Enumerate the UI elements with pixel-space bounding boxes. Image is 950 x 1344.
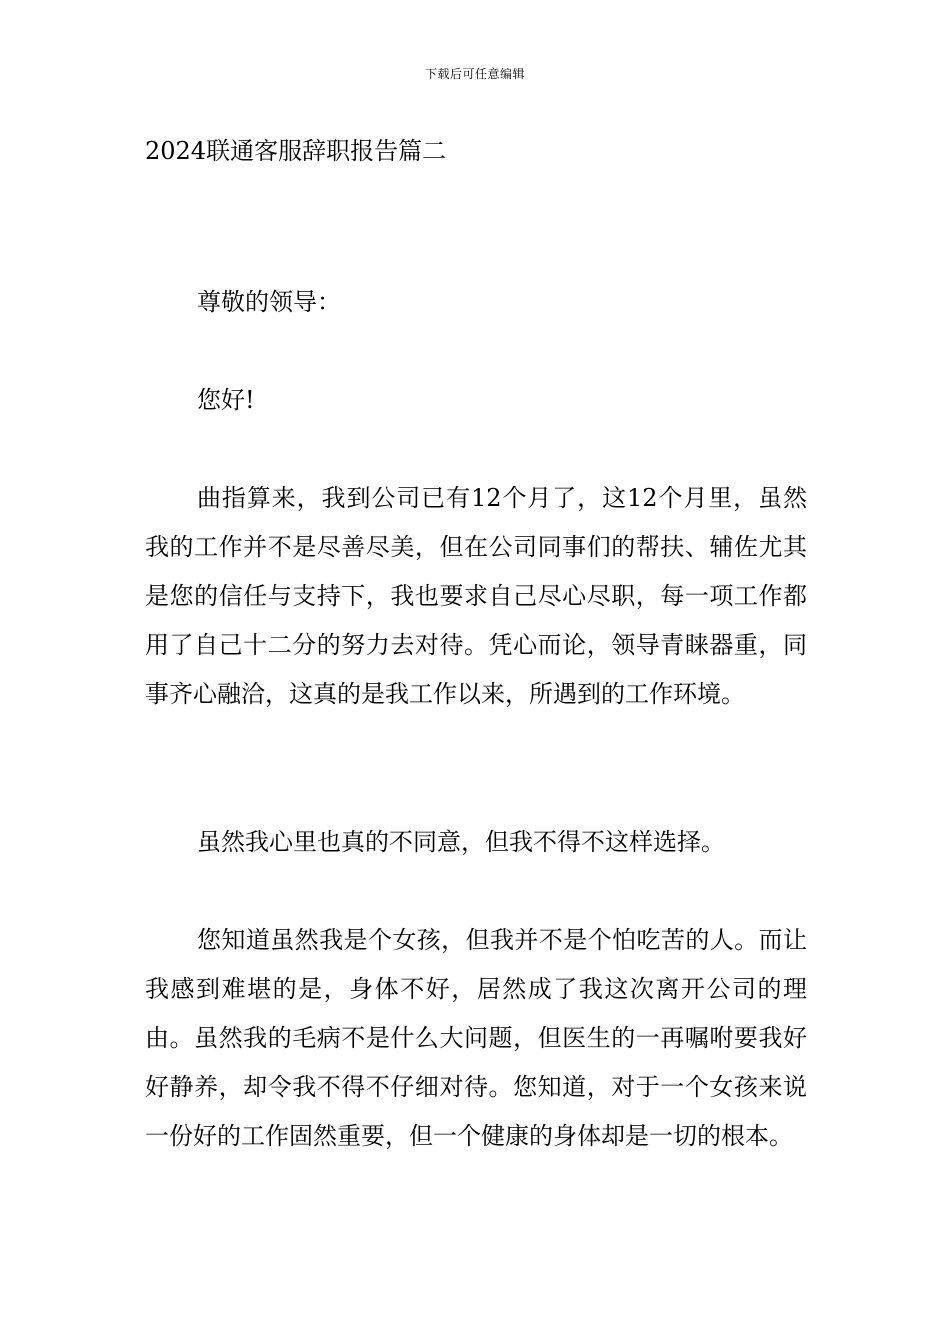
document-title: 2024联通客服辞职报告篇二	[145, 137, 447, 165]
greeting: 您好!	[197, 386, 255, 414]
body-paragraph: 虽然我心里也真的不同意，但我不得不这样选择。	[197, 828, 725, 856]
salutation: 尊敬的领导：	[197, 288, 341, 316]
body-paragraph: 曲指算来，我到公司已有12个月了，这12个月里，虽然我的工作并不是尽善尽美，但在公司同事们的帮扶、辅佐尤其是您的信任与支持下，我也要求自己尽心尽职，每一项工作都用了自己十二分的努力去对待。凭心而论，领导青睐器重，同事齐心融洽，这真的是我工作以来，所遇到的工作环境。	[145, 484, 807, 708]
body-paragraph: 您知道虽然我是个女孩，但我并不是个怕吃苦的人。而让我感到难堪的是，身体不好，居然成了我这次离开公司的理由。虽然我的毛病不是什么大问题，但医生的一再嘱咐要我好好静养，却令我不得不仔细对待。您知道，对于一个女孩来说一份好的工作固然重要，但一个健康的身体却是一切的根本。	[145, 926, 807, 1150]
header-note: 下载后可任意编辑	[424, 67, 525, 81]
